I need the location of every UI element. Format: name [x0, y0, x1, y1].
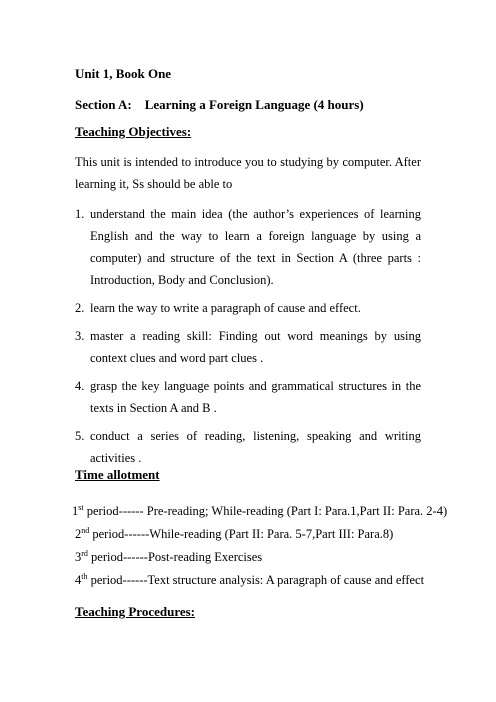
objective-item [75, 203, 421, 291]
period-text: period------Post-reading Exercises [87, 550, 263, 564]
objective-number: 5. [75, 429, 85, 443]
objective-number: 3. [75, 329, 85, 343]
period-text: period------ Pre-reading; While-reading (Part I: Para.1,Part II: Para. 2-4) [83, 504, 448, 518]
objective-text: master a reading skill: Finding out word meanings by using context clues and word part clues . [90, 329, 421, 365]
period-ordinal: rd [81, 548, 88, 558]
section-title: Section A: Learning a Foreign Language (4 hours) [75, 97, 364, 112]
period-line [72, 502, 448, 520]
objective-number: 2. [75, 301, 85, 315]
objective-text: understand the main idea (the author’s experiences of learning English and the way to learn a foreign language by using a computer) and structure of the text in Section A (three parts : Introduction, Body and Conclusion). [90, 207, 421, 287]
objective-item [75, 297, 421, 319]
period-line [75, 548, 425, 566]
period-text: period------Text structure analysis: A paragraph of cause and effect [87, 573, 425, 587]
period-ordinal: st [78, 502, 84, 512]
objective-number: 4. [75, 379, 85, 393]
objective-text: grasp the key language points and grammatical structures in the texts in Section A and B . [90, 379, 421, 415]
objective-text: conduct a series of reading, listening, speaking and writing activities . [90, 429, 421, 465]
objective-item [75, 375, 421, 419]
objective-item [75, 325, 421, 369]
period-number: 2 [75, 527, 82, 541]
time-allotment-heading: Time allotment [75, 467, 160, 482]
objectives-intro: This unit is intended to introduce you to studying by computer. After learning it, Ss should be able to [75, 155, 421, 191]
objectives-list [75, 203, 421, 475]
period-number: 1 [72, 504, 79, 518]
period-ordinal: nd [81, 525, 90, 535]
objective-item [75, 425, 421, 469]
period-number: 4 [75, 573, 82, 587]
period-line [75, 525, 425, 543]
objectives-heading: Teaching Objectives: [75, 124, 192, 139]
procedures-heading: Teaching Procedures: [75, 604, 196, 619]
period-ordinal: th [81, 571, 88, 581]
period-number: 3 [75, 550, 82, 564]
objective-number: 1. [75, 207, 85, 221]
period-line [75, 571, 425, 589]
unit-title: Unit 1, Book One [75, 66, 172, 81]
objective-text: learn the way to write a paragraph of cause and effect. [90, 301, 361, 315]
period-text: period------While-reading (Part II: Para. 5-7,Part III: Para.8) [89, 527, 394, 541]
